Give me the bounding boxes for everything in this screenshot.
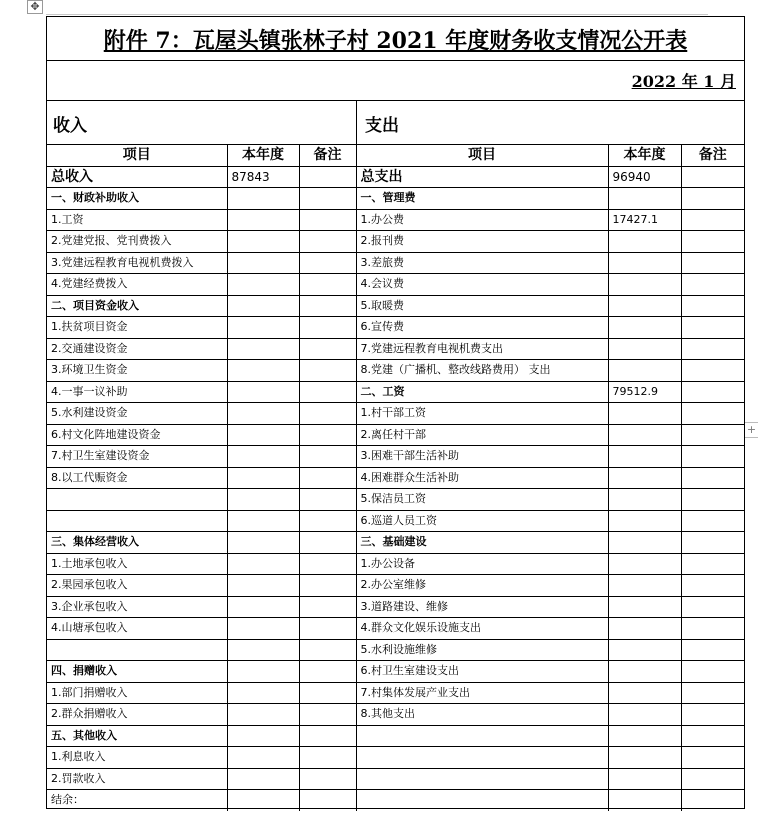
expense-item-cell <box>356 747 608 769</box>
income-remarks-cell[interactable] <box>299 618 356 640</box>
expense-amount-cell[interactable] <box>608 274 681 296</box>
income-item-cell: 4.山塘承包收入 <box>47 618 227 640</box>
table-row <box>47 489 744 511</box>
income-amount-cell[interactable] <box>227 489 299 511</box>
expense-remarks-cell[interactable] <box>681 381 744 403</box>
expense-remarks-cell[interactable] <box>681 618 744 640</box>
income-remarks-cell[interactable] <box>299 295 356 317</box>
expense-remarks-cell[interactable] <box>681 747 744 769</box>
table-row <box>47 768 744 790</box>
finance-disclosure-table <box>46 16 745 809</box>
expense-amount-cell[interactable] <box>608 403 681 425</box>
income-amount-cell[interactable] <box>227 403 299 425</box>
income-item-cell: 五、其他收入 <box>47 725 227 747</box>
total-income-label: 总收入 <box>47 166 227 188</box>
income-item-cell: 结余： <box>47 790 227 811</box>
expense-remarks-cell[interactable] <box>681 725 744 747</box>
income-amount-cell[interactable] <box>227 618 299 640</box>
expense-item-cell: 6.宣传费 <box>356 317 608 339</box>
income-amount-cell[interactable] <box>227 532 299 554</box>
income-remarks-cell[interactable] <box>299 252 356 274</box>
expense-remarks-cell[interactable] <box>681 596 744 618</box>
expense-amount-cell[interactable] <box>608 188 681 210</box>
expense-item-cell: 5.取暖费 <box>356 295 608 317</box>
expense-amount-cell[interactable] <box>608 317 681 339</box>
income-remarks-cell[interactable] <box>299 725 356 747</box>
income-remarks-cell[interactable] <box>299 704 356 726</box>
income-amount-cell[interactable] <box>227 510 299 532</box>
expense-remarks-cell[interactable] <box>681 360 744 382</box>
income-amount-cell[interactable] <box>227 274 299 296</box>
title-row <box>47 17 744 61</box>
total-expense-remarks[interactable] <box>681 166 744 188</box>
expense-item-cell: 5.保洁员工资 <box>356 489 608 511</box>
income-item-cell <box>47 639 227 661</box>
income-item-cell: 7.村卫生室建设资金 <box>47 446 227 468</box>
income-item-cell: 2.党建党报、党刊费拨入 <box>47 231 227 253</box>
income-item-cell: 一、财政补助收入 <box>47 188 227 210</box>
expense-amount-cell[interactable] <box>608 618 681 640</box>
expense-current-year-header: 本年度 <box>608 145 681 167</box>
expense-amount-cell[interactable] <box>608 553 681 575</box>
income-item-cell: 四、捐赠收入 <box>47 661 227 683</box>
income-amount-cell[interactable] <box>227 725 299 747</box>
expense-item-cell: 4.困难群众生活补助 <box>356 467 608 489</box>
expense-amount-cell[interactable] <box>608 790 681 811</box>
income-item-cell: 1.部门捐赠收入 <box>47 682 227 704</box>
date-row <box>47 60 744 101</box>
expense-remarks-cell[interactable] <box>681 274 744 296</box>
table-row <box>47 381 744 403</box>
total-expense-label: 总支出 <box>356 166 608 188</box>
income-amount-cell[interactable] <box>227 209 299 231</box>
table-row <box>47 596 744 618</box>
expense-item-cell: 一、管理费 <box>356 188 608 210</box>
expense-item-cell: 3.差旅费 <box>356 252 608 274</box>
income-amount-cell[interactable] <box>227 639 299 661</box>
table-row <box>47 209 744 231</box>
expense-item-cell: 1.办公设备 <box>356 553 608 575</box>
income-item-cell: 8.以工代赈资金 <box>47 467 227 489</box>
income-remarks-cell[interactable] <box>299 424 356 446</box>
expense-remarks-cell[interactable] <box>681 295 744 317</box>
total-expense-value[interactable]: 96940 <box>608 166 681 188</box>
expense-item-cell: 2.离任村干部 <box>356 424 608 446</box>
income-amount-cell[interactable] <box>227 231 299 253</box>
income-remarks-cell[interactable] <box>299 661 356 683</box>
expense-remarks-cell[interactable] <box>681 790 744 811</box>
table-row <box>47 467 744 489</box>
expense-item-cell: 二、工资 <box>356 381 608 403</box>
table-row <box>47 252 744 274</box>
income-amount-cell[interactable] <box>227 747 299 769</box>
income-amount-cell[interactable] <box>227 188 299 210</box>
expense-amount-cell[interactable] <box>608 360 681 382</box>
expense-remarks-cell[interactable] <box>681 704 744 726</box>
income-amount-cell[interactable] <box>227 790 299 811</box>
income-amount-cell[interactable] <box>227 704 299 726</box>
income-remarks-cell[interactable] <box>299 403 356 425</box>
income-remarks-header: 备注 <box>299 145 356 167</box>
income-item-cell: 3.环境卫生资金 <box>47 360 227 382</box>
income-remarks-cell[interactable] <box>299 360 356 382</box>
expense-remarks-cell[interactable] <box>681 252 744 274</box>
table-row <box>47 360 744 382</box>
income-item-cell: 2.交通建设资金 <box>47 338 227 360</box>
expense-amount-cell[interactable]: 79512.9 <box>608 381 681 403</box>
section-header-row <box>47 100 744 145</box>
expense-amount-cell[interactable] <box>608 596 681 618</box>
expense-amount-cell[interactable] <box>608 725 681 747</box>
income-remarks-cell[interactable] <box>299 575 356 597</box>
report-date: 2022 年 1 月 <box>631 72 736 91</box>
income-remarks-cell[interactable] <box>299 639 356 661</box>
expense-amount-cell[interactable] <box>608 682 681 704</box>
income-remarks-cell[interactable] <box>299 553 356 575</box>
expense-amount-cell[interactable] <box>608 768 681 790</box>
expense-item-cell: 1.办公费 <box>356 209 608 231</box>
expense-amount-cell[interactable] <box>608 467 681 489</box>
income-item-cell: 1.扶贫项目资金 <box>47 317 227 339</box>
table-row <box>47 274 744 296</box>
page-margin-line <box>46 14 708 15</box>
expense-remarks-cell[interactable] <box>681 532 744 554</box>
expense-amount-cell[interactable] <box>608 532 681 554</box>
income-item-cell <box>47 489 227 511</box>
table-row <box>47 510 744 532</box>
expense-item-cell: 6.村卫生室建设支出 <box>356 661 608 683</box>
expense-item-cell: 3.困难干部生活补助 <box>356 446 608 468</box>
expense-remarks-header: 备注 <box>681 145 744 167</box>
income-amount-cell[interactable] <box>227 317 299 339</box>
income-item-cell: 2.果园承包收入 <box>47 575 227 597</box>
income-amount-cell[interactable] <box>227 575 299 597</box>
expense-amount-cell[interactable] <box>608 661 681 683</box>
expense-amount-cell[interactable] <box>608 575 681 597</box>
income-amount-cell[interactable] <box>227 424 299 446</box>
total-income-remarks[interactable] <box>299 166 356 188</box>
table-row <box>47 231 744 253</box>
table-move-handle-icon[interactable]: ✥ <box>27 0 43 14</box>
expense-item-cell <box>356 768 608 790</box>
income-item-cell: 2.群众捐赠收入 <box>47 704 227 726</box>
table-row <box>47 532 744 554</box>
income-section-label: 收入 <box>53 116 87 136</box>
expense-item-cell: 7.村集体发展产业支出 <box>356 682 608 704</box>
expense-item-cell: 6.巡道人员工资 <box>356 510 608 532</box>
income-item-cell: 3.企业承包收入 <box>47 596 227 618</box>
expense-section-label: 支出 <box>365 116 399 136</box>
expense-remarks-cell[interactable] <box>681 403 744 425</box>
expense-amount-cell[interactable] <box>608 639 681 661</box>
income-remarks-cell[interactable] <box>299 790 356 811</box>
income-amount-cell[interactable] <box>227 381 299 403</box>
income-remarks-cell[interactable] <box>299 532 356 554</box>
income-remarks-cell[interactable] <box>299 467 356 489</box>
expense-remarks-cell[interactable] <box>681 317 744 339</box>
income-item-cell: 1.工资 <box>47 209 227 231</box>
table-row <box>47 575 744 597</box>
table-row <box>47 639 744 661</box>
table-row <box>47 790 744 811</box>
income-amount-cell[interactable] <box>227 295 299 317</box>
table-row <box>47 725 744 747</box>
table-row <box>47 424 744 446</box>
income-item-cell: 6.村文化阵地建设资金 <box>47 424 227 446</box>
section-divider <box>356 100 357 144</box>
expense-remarks-cell[interactable] <box>681 338 744 360</box>
expense-item-cell: 4.会议费 <box>356 274 608 296</box>
income-item-cell: 1.利息收入 <box>47 747 227 769</box>
income-amount-cell[interactable] <box>227 553 299 575</box>
table-row <box>47 446 744 468</box>
table-row <box>47 317 744 339</box>
expense-remarks-cell[interactable] <box>681 231 744 253</box>
expense-remarks-cell[interactable] <box>681 489 744 511</box>
table-row <box>47 553 744 575</box>
income-item-cell: 二、项目资金收入 <box>47 295 227 317</box>
income-amount-cell[interactable] <box>227 661 299 683</box>
expense-remarks-cell[interactable] <box>681 424 744 446</box>
expense-amount-cell[interactable]: 17427.1 <box>608 209 681 231</box>
page-title: 附件 7：瓦屋头镇张林子村 2021 年度财务收支情况公开表 <box>103 28 688 54</box>
expense-amount-cell[interactable] <box>608 295 681 317</box>
expense-amount-cell[interactable] <box>608 510 681 532</box>
income-amount-cell[interactable] <box>227 338 299 360</box>
table-row <box>47 704 744 726</box>
expense-remarks-cell[interactable] <box>681 209 744 231</box>
income-amount-cell[interactable] <box>227 360 299 382</box>
income-remarks-cell[interactable] <box>299 274 356 296</box>
finance-grid <box>47 144 744 811</box>
income-remarks-cell[interactable] <box>299 682 356 704</box>
table-row <box>47 747 744 769</box>
expense-item-cell: 5.水利设施维修 <box>356 639 608 661</box>
expense-remarks-cell[interactable] <box>681 510 744 532</box>
income-remarks-cell[interactable] <box>299 747 356 769</box>
expense-amount-cell[interactable] <box>608 252 681 274</box>
income-amount-cell[interactable] <box>227 682 299 704</box>
income-item-cell: 4.党建经费拨入 <box>47 274 227 296</box>
table-row <box>47 618 744 640</box>
income-remarks-cell[interactable] <box>299 381 356 403</box>
table-row <box>47 338 744 360</box>
income-item-cell: 三、集体经营收入 <box>47 532 227 554</box>
expense-item-cell: 8.其他支出 <box>356 704 608 726</box>
expense-amount-cell[interactable] <box>608 446 681 468</box>
expense-item-header: 项目 <box>356 145 608 167</box>
expense-remarks-cell[interactable] <box>681 188 744 210</box>
expense-amount-cell[interactable] <box>608 704 681 726</box>
expense-remarks-cell[interactable] <box>681 467 744 489</box>
income-item-header: 项目 <box>47 145 227 167</box>
expense-item-cell: 3.道路建设、维修 <box>356 596 608 618</box>
expense-item-cell: 8.党建（广播机、整改线路费用） 支出 <box>356 360 608 382</box>
income-remarks-cell[interactable] <box>299 338 356 360</box>
income-amount-cell[interactable] <box>227 596 299 618</box>
expense-amount-cell[interactable] <box>608 338 681 360</box>
income-amount-cell[interactable] <box>227 252 299 274</box>
income-remarks-cell[interactable] <box>299 596 356 618</box>
expense-item-cell: 三、基础建设 <box>356 532 608 554</box>
income-remarks-cell[interactable] <box>299 317 356 339</box>
expense-remarks-cell[interactable] <box>681 553 744 575</box>
income-amount-cell[interactable] <box>227 467 299 489</box>
table-row <box>47 403 744 425</box>
expense-remarks-cell[interactable] <box>681 682 744 704</box>
income-item-cell: 2.罚款收入 <box>47 768 227 790</box>
income-remarks-cell[interactable] <box>299 489 356 511</box>
expense-item-cell: 2.办公室维修 <box>356 575 608 597</box>
income-current-year-header: 本年度 <box>227 145 299 167</box>
total-income-value[interactable]: 87843 <box>227 166 299 188</box>
expense-item-cell: 2.报刊费 <box>356 231 608 253</box>
expense-remarks-cell[interactable] <box>681 639 744 661</box>
expense-remarks-cell[interactable] <box>681 446 744 468</box>
income-remarks-cell[interactable] <box>299 768 356 790</box>
expense-amount-cell[interactable] <box>608 489 681 511</box>
income-item-cell: 3.党建远程教育电视机费拨入 <box>47 252 227 274</box>
expense-remarks-cell[interactable] <box>681 575 744 597</box>
income-amount-cell[interactable] <box>227 768 299 790</box>
income-amount-cell[interactable] <box>227 446 299 468</box>
table-row <box>47 682 744 704</box>
expense-item-cell <box>356 790 608 811</box>
expense-remarks-cell[interactable] <box>681 661 744 683</box>
add-column-plus-icon[interactable]: + <box>744 422 758 438</box>
income-remarks-cell[interactable] <box>299 446 356 468</box>
expense-amount-cell[interactable] <box>608 231 681 253</box>
income-item-cell: 1.土地承包收入 <box>47 553 227 575</box>
table-row <box>47 295 744 317</box>
expense-item-cell <box>356 725 608 747</box>
column-header-row <box>47 145 744 167</box>
expense-amount-cell[interactable] <box>608 424 681 446</box>
income-remarks-cell[interactable] <box>299 209 356 231</box>
expense-item-cell: 1.村干部工资 <box>356 403 608 425</box>
income-remarks-cell[interactable] <box>299 510 356 532</box>
table-row <box>47 188 744 210</box>
expense-remarks-cell[interactable] <box>681 768 744 790</box>
income-remarks-cell[interactable] <box>299 231 356 253</box>
income-item-cell: 5.水利建设资金 <box>47 403 227 425</box>
expense-item-cell: 4.群众文化娱乐设施支出 <box>356 618 608 640</box>
income-remarks-cell[interactable] <box>299 188 356 210</box>
totals-row <box>47 166 744 188</box>
table-row <box>47 661 744 683</box>
expense-item-cell: 7.党建远程教育电视机费支出 <box>356 338 608 360</box>
expense-amount-cell[interactable] <box>608 747 681 769</box>
income-item-cell <box>47 510 227 532</box>
income-item-cell: 4.一事一议补助 <box>47 381 227 403</box>
